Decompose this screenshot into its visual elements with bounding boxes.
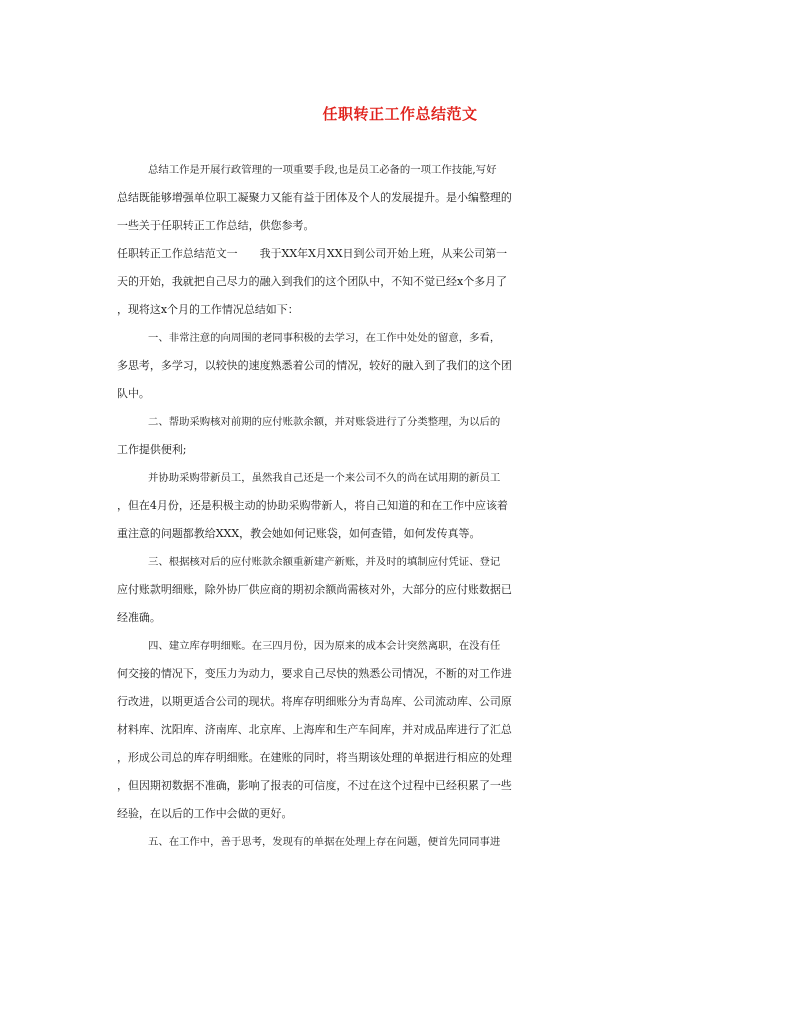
text-line: 并协助采购带新员工，虽然我自己还是一个来公司不久的尚在试用期的新员工 [148, 472, 501, 484]
text-line: 多思考，多学习，以较快的速度熟悉着公司的情况，较好的融入到了我们的这个团 [117, 359, 512, 372]
text-line: 五、在工作中，善于思考，发现有的单据在处理上存在问题，便首先同同事进 [148, 836, 501, 848]
document-title: 任职转正工作总结范文 [322, 105, 478, 123]
text-line: 材料库、沈阳库、济南库、北京库、上海库和生产车间库，并对成品库进行了汇总 [117, 723, 512, 736]
text-line: 总结工作是开展行政管理的一项重要手段,也是员工必备的一项工作技能,写好 [148, 164, 497, 176]
text-line: 经验，在以后的工作中会做的更好。 [117, 807, 293, 820]
text-line: 行改进，以期更适合公司的现状。将库存明细账分为青岛库、公司流动库、公司原 [117, 695, 512, 708]
text-line: 一些关于任职转正工作总结，供您参考。 [117, 219, 315, 232]
text-line: 队中。 [117, 387, 150, 400]
text-line: ，形成公司总的库存明细账。在建账的同时，将当期该处理的单据进行相应的处理 [117, 751, 512, 764]
text-line: 任职转正工作总结范文一 我于XX年X月XX日到公司开始上班，从来公司第一 [117, 247, 508, 260]
text-line: 二、帮助采购核对前期的应付账款余额，并对账袋进行了分类整理，为以后的 [148, 416, 501, 428]
text-line: 三、根据核对后的应付账款余额重新建产新账，并及时的填制应付凭证、登记 [148, 556, 501, 568]
text-line: 工作提供便利; [117, 443, 187, 456]
text-line: 应付账款明细账，除外协厂供应商的期初余额尚需核对外，大部分的应付账数据已 [117, 583, 512, 596]
text-line: ，但在4月份，还是积极主动的协助采购带新人，将自己知道的和在工作中应该着 [117, 499, 508, 512]
text-line: 四、建立库存明细账。在三四月份，因为原来的成本会计突然离职，在没有任 [148, 640, 501, 652]
text-line: 重注意的问题都教给XXX，教会她如何记账袋，如何查错，如何发传真等。 [117, 527, 481, 540]
text-line: ，现将这x个月的工作情况总结如下： [117, 303, 299, 316]
text-line: ，但因期初数据不准确，影响了报表的可信度，不过在这个过程中已经积累了一些 [117, 779, 512, 792]
text-line: 经准确。 [117, 611, 161, 624]
text-line: 总结既能够增强单位职工凝聚力又能有益于团体及个人的发展提升。是小编整理的 [117, 191, 512, 204]
text-line: 一、非常注意的向周围的老同事积极的去学习，在工作中处处的留意，多看， [148, 332, 501, 344]
text-line: 天的开始，我就把自己尽力的融入到我们的这个团队中，不知不觉已经x个多月了 [117, 275, 508, 288]
text-line: 何交接的情况下，变压力为动力，要求自己尽快的熟悉公司情况，不断的对工作进 [117, 667, 512, 680]
